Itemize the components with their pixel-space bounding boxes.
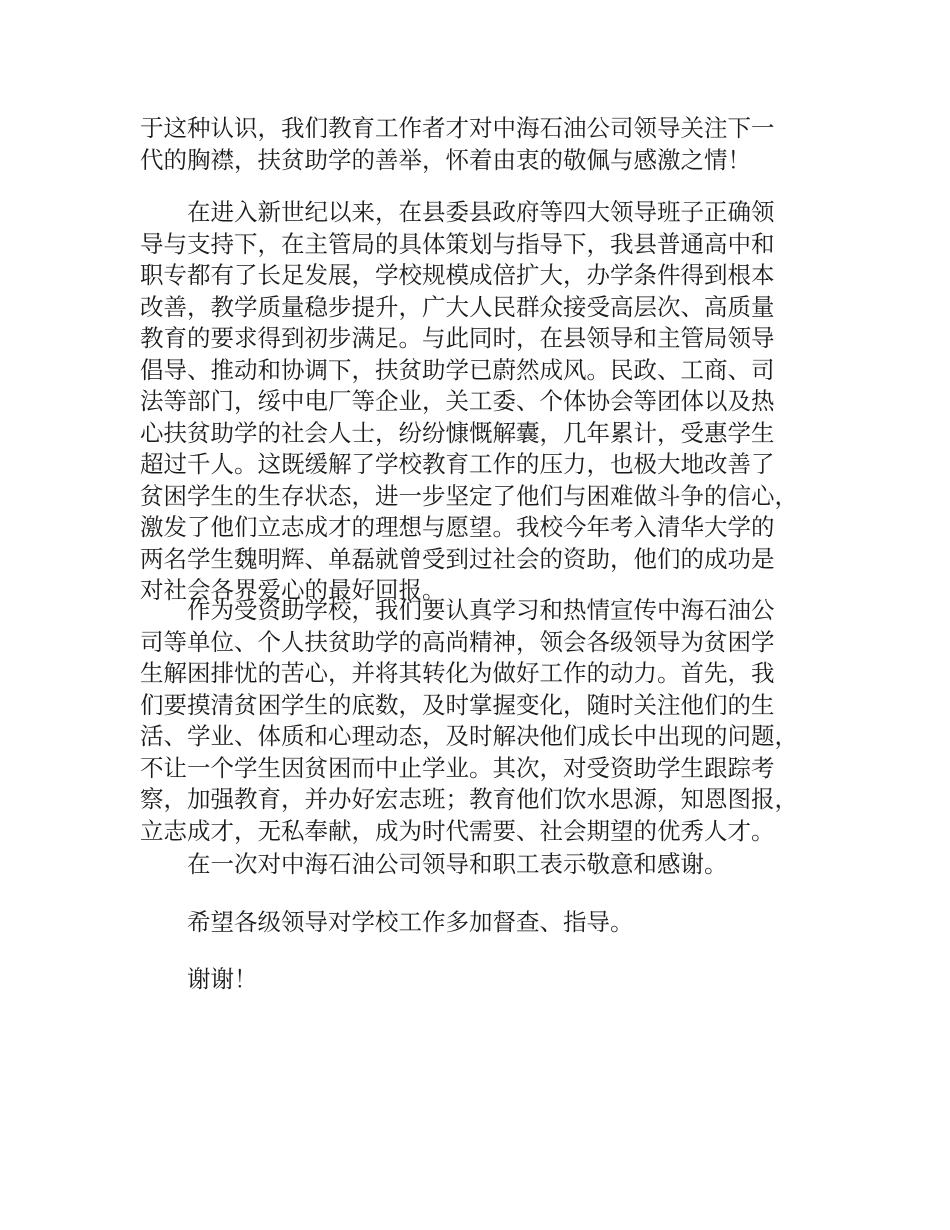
text-line: 活、学业、体质和心理动态，及时解决他们成长中出现的问题， <box>140 722 798 750</box>
text-line: 立志成才，无私奉献，成为时代需要、社会期望的优秀人才。 <box>140 816 775 845</box>
text-line: 谢谢！ <box>187 965 258 993</box>
text-line: 贫困学生的生存状态，进一步坚定了他们与困难做斗争的信心， <box>140 481 798 510</box>
text-line: 不让一个学生因贫困而中止学业。其次，对受资助学生跟踪考 <box>140 753 775 782</box>
text-line: 对社会各界爱心的最好回报。 <box>140 576 446 604</box>
text-line: 两名学生魏明辉、单磊就曾受到过社会的资助，他们的成功是 <box>140 544 775 573</box>
paragraph-development <box>140 197 820 607</box>
text-line: 教育的要求得到初步满足。与此同时，在县领导和主管局领导 <box>140 324 775 352</box>
text-line: 于这种认识，我们教育工作者才对中海石油公司领导关注下一 <box>140 114 775 142</box>
paragraph-continuation <box>140 113 820 176</box>
text-line: 导与支持下，在主管局的具体策划与指导下，我县普通高中和 <box>140 229 775 258</box>
text-line: 超过千人。这既缓解了学校教育工作的压力，也极大地改善了 <box>140 450 775 478</box>
text-line: 司等单位、个人扶贫助学的高尚精神，领会各级领导为贫困学 <box>140 627 775 656</box>
paragraph-closing <box>140 964 820 996</box>
text-line: 法等部门，绥中电厂等企业，关工委、个体协会等团体以及热 <box>140 387 775 415</box>
text-line: 察，加强教育，并办好宏志班；教育他们饮水思源，知恩图报， <box>140 785 798 813</box>
text-line: 代的胸襟，扶贫助学的善举，怀着由衷的敬佩与感激之情！ <box>140 145 751 174</box>
paragraph-hope <box>140 907 820 939</box>
text-line: 们要摸清贫困学生的底数，及时掌握变化，随时关注他们的生 <box>140 690 775 719</box>
text-line: 在一次对中海石油公司领导和职工表示敬意和感谢。 <box>187 850 728 878</box>
paragraph-commitment <box>140 595 820 847</box>
text-line: 职专都有了长足发展，学校规模成倍扩大，办学条件得到根本 <box>140 261 775 289</box>
text-line: 在进入新世纪以来，在县委县政府等四大领导班子正确领 <box>187 198 775 226</box>
text-line: 希望各级领导对学校工作多加督查、指导。 <box>187 908 634 936</box>
text-line: 生解困排忧的苦心，并将其转化为做好工作的动力。首先，我 <box>140 659 775 687</box>
text-line: 改善，教学质量稳步提升，广大人民群众接受高层次、高质量 <box>140 292 775 321</box>
text-line: 作为受资助学校，我们要认真学习和热情宣传中海石油公 <box>187 596 775 624</box>
text-line: 倡导、推动和协调下，扶贫助学已蔚然成风。民政、工商、司 <box>140 355 775 384</box>
paragraph-thanks <box>140 849 820 881</box>
text-line: 激发了他们立志成才的理想与愿望。我校今年考入清华大学的 <box>140 513 775 541</box>
text-line: 心扶贫助学的社会人士，纷纷慷慨解囊，几年累计，受惠学生 <box>140 418 775 447</box>
